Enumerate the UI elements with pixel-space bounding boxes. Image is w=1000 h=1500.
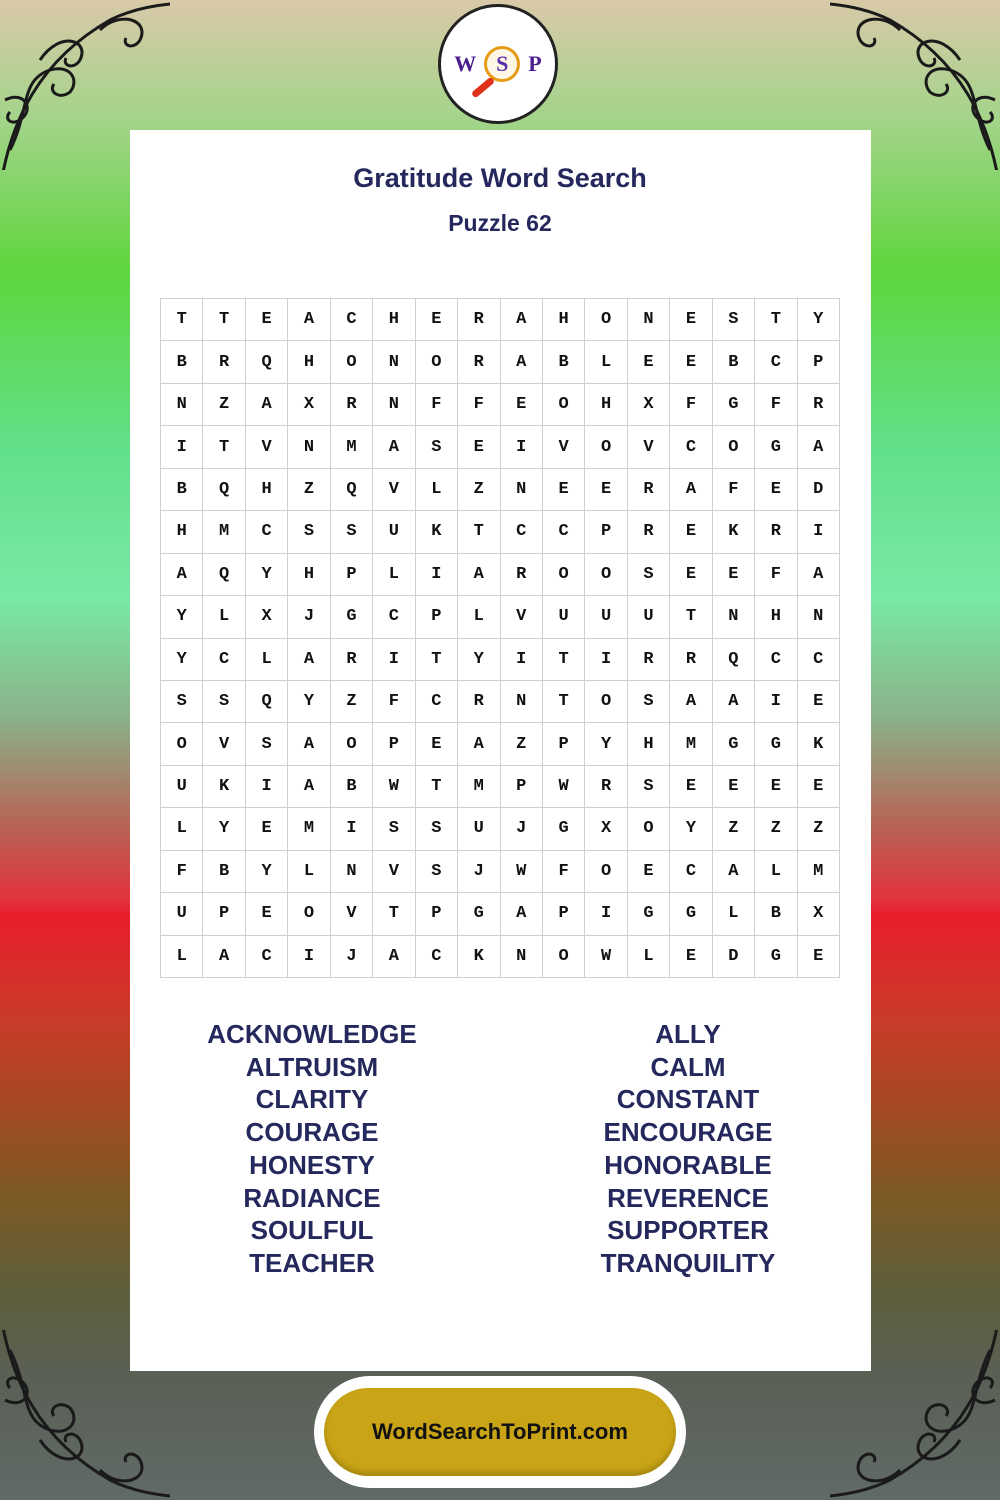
grid-cell: Q (713, 639, 755, 681)
grid-cell: N (288, 426, 330, 468)
grid-cell: P (585, 511, 627, 553)
grid-cell: E (755, 469, 797, 511)
logo-letter-p: P (528, 51, 542, 76)
grid-cell: I (755, 681, 797, 723)
grid-cell: H (585, 384, 627, 426)
grid-cell: Y (246, 851, 288, 893)
grid-cell: Z (713, 808, 755, 850)
grid-cell: V (246, 426, 288, 468)
grid-cell: L (161, 936, 203, 978)
grid-cell: R (203, 341, 245, 383)
grid-cell: T (543, 681, 585, 723)
grid-cell: Z (798, 808, 840, 850)
grid-cell: F (161, 851, 203, 893)
grid-cell: I (585, 639, 627, 681)
grid-cell: O (585, 426, 627, 468)
grid-cell: E (713, 766, 755, 808)
grid-cell: J (501, 808, 543, 850)
grid-cell: C (543, 511, 585, 553)
grid-cell: K (713, 511, 755, 553)
word-list-left (162, 1018, 462, 1280)
puzzle-number: Puzzle 62 (448, 210, 552, 236)
grid-cell: X (628, 384, 670, 426)
grid-cell: I (501, 426, 543, 468)
word-list-item: ALTRUISM (245, 1051, 379, 1082)
grid-cell: C (203, 639, 245, 681)
grid-cell: Y (458, 639, 500, 681)
grid-cell: V (501, 596, 543, 638)
grid-cell: N (161, 384, 203, 426)
word-list-item: ALLY (655, 1019, 721, 1049)
grid-cell: W (373, 766, 415, 808)
grid-cell: R (670, 639, 712, 681)
grid-cell: L (416, 469, 458, 511)
grid-cell: I (288, 936, 330, 978)
word-list-item: REVERENCE (607, 1182, 769, 1213)
grid-cell: C (246, 936, 288, 978)
grid-cell: X (246, 596, 288, 638)
grid-cell: S (288, 511, 330, 553)
grid-cell: G (755, 936, 797, 978)
grid-cell: S (416, 426, 458, 468)
grid-cell: P (331, 554, 373, 596)
grid-cell: Z (331, 681, 373, 723)
grid-cell: G (713, 384, 755, 426)
grid-cell: Y (161, 639, 203, 681)
grid-cell: M (798, 851, 840, 893)
grid-cell: R (458, 341, 500, 383)
grid-cell: A (713, 681, 755, 723)
grid-cell: A (501, 299, 543, 341)
grid-cell: C (755, 639, 797, 681)
grid-cell: H (543, 299, 585, 341)
grid-cell: R (628, 469, 670, 511)
grid-cell: B (161, 469, 203, 511)
grid-cell: V (373, 469, 415, 511)
grid-cell: M (331, 426, 373, 468)
grid-cell: C (670, 426, 712, 468)
grid-cell: I (416, 554, 458, 596)
grid-cell: H (288, 554, 330, 596)
grid-cell: E (713, 554, 755, 596)
grid-cell: F (713, 469, 755, 511)
grid-cell: C (798, 639, 840, 681)
grid-cell: F (755, 554, 797, 596)
grid-cell: B (203, 851, 245, 893)
grid-cell: B (161, 341, 203, 383)
grid-cell: E (246, 808, 288, 850)
grid-cell: T (670, 596, 712, 638)
grid-cell: H (246, 469, 288, 511)
grid-cell: S (416, 808, 458, 850)
grid-cell: G (543, 808, 585, 850)
grid-cell: O (628, 808, 670, 850)
grid-cell: L (755, 851, 797, 893)
grid-cell: P (373, 723, 415, 765)
grid-cell: T (373, 893, 415, 935)
word-list-item: TRANQUILITY (600, 1247, 776, 1278)
grid-cell: R (755, 511, 797, 553)
grid-cell: Y (246, 554, 288, 596)
word-list-item: SOULFUL (250, 1215, 374, 1246)
grid-cell: U (373, 511, 415, 553)
grid-cell: A (713, 851, 755, 893)
grid-cell: B (331, 766, 373, 808)
grid-cell: L (203, 596, 245, 638)
grid-cell: E (458, 426, 500, 468)
grid-cell: L (246, 639, 288, 681)
grid-cell: G (670, 893, 712, 935)
magnifier-handle (471, 76, 495, 98)
grid-cell: X (798, 893, 840, 935)
grid-cell: A (288, 299, 330, 341)
grid-cell: O (585, 851, 627, 893)
grid-cell: M (670, 723, 712, 765)
grid-cell: R (501, 554, 543, 596)
grid-cell: S (628, 554, 670, 596)
grid-cell: T (543, 639, 585, 681)
grid-cell: L (713, 893, 755, 935)
grid-cell: Y (288, 681, 330, 723)
grid-cell: E (501, 384, 543, 426)
grid-cell: U (628, 596, 670, 638)
grid-cell: K (458, 936, 500, 978)
word-list-item: SUPPORTER (607, 1215, 769, 1246)
grid-cell: Q (203, 469, 245, 511)
grid-cell: N (501, 681, 543, 723)
grid-cell: S (161, 681, 203, 723)
word-list-item: CALM (650, 1051, 726, 1082)
grid-cell: Y (585, 723, 627, 765)
grid-cell: D (713, 936, 755, 978)
grid-cell: S (373, 808, 415, 850)
grid-cell: O (585, 554, 627, 596)
grid-cell: F (755, 384, 797, 426)
grid-cell: Y (161, 596, 203, 638)
grid-cell: A (288, 639, 330, 681)
grid-cell: S (331, 511, 373, 553)
word-list-item: CLARITY (255, 1084, 369, 1115)
site-logo[interactable] (438, 4, 558, 124)
grid-cell: N (373, 384, 415, 426)
grid-cell: C (670, 851, 712, 893)
grid-cell: J (288, 596, 330, 638)
grid-cell: E (670, 766, 712, 808)
grid-cell: E (670, 511, 712, 553)
grid-cell: P (543, 723, 585, 765)
grid-cell: I (161, 426, 203, 468)
grid-cell: P (203, 893, 245, 935)
grid-cell: T (203, 426, 245, 468)
grid-cell: E (798, 766, 840, 808)
grid-cell: B (713, 341, 755, 383)
grid-cell: A (501, 341, 543, 383)
grid-cell: X (288, 384, 330, 426)
grid-cell: T (416, 766, 458, 808)
grid-cell: C (416, 681, 458, 723)
grid-cell: Y (798, 299, 840, 341)
grid-cell: H (161, 511, 203, 553)
grid-cell: S (628, 766, 670, 808)
letter-grid (160, 298, 840, 978)
grid-cell: A (373, 936, 415, 978)
grid-cell: M (203, 511, 245, 553)
grid-cell: E (416, 299, 458, 341)
grid-cell: A (288, 766, 330, 808)
grid-cell: E (670, 341, 712, 383)
grid-cell: I (585, 893, 627, 935)
grid-cell: T (755, 299, 797, 341)
grid-cell: V (628, 426, 670, 468)
grid-cell: L (373, 554, 415, 596)
grid-cell: O (543, 936, 585, 978)
grid-cell: M (288, 808, 330, 850)
grid-cell: E (755, 766, 797, 808)
word-list-right (538, 1018, 838, 1280)
grid-cell: T (416, 639, 458, 681)
word-list-item: CONSTANT (616, 1084, 760, 1115)
grid-cell: Z (458, 469, 500, 511)
grid-cell: C (373, 596, 415, 638)
grid-cell: P (543, 893, 585, 935)
grid-cell: N (373, 341, 415, 383)
grid-cell: R (458, 681, 500, 723)
word-list-item: RADIANCE (243, 1182, 381, 1213)
grid-cell: O (288, 893, 330, 935)
grid-cell: N (628, 299, 670, 341)
grid-cell: E (246, 299, 288, 341)
grid-cell: V (203, 723, 245, 765)
grid-cell: E (416, 723, 458, 765)
grid-cell: F (543, 851, 585, 893)
word-list-item: TEACHER (249, 1247, 375, 1278)
grid-cell: W (501, 851, 543, 893)
grid-cell: O (331, 723, 373, 765)
grid-cell: C (416, 936, 458, 978)
grid-cell: N (501, 936, 543, 978)
grid-cell: G (458, 893, 500, 935)
grid-cell: F (373, 681, 415, 723)
grid-cell: L (628, 936, 670, 978)
grid-cell: O (543, 384, 585, 426)
grid-cell: I (373, 639, 415, 681)
grid-cell: I (798, 511, 840, 553)
grid-cell: K (203, 766, 245, 808)
grid-cell: M (458, 766, 500, 808)
grid-cell: L (585, 341, 627, 383)
grid-cell: L (288, 851, 330, 893)
grid-cell: S (203, 681, 245, 723)
grid-cell: U (161, 893, 203, 935)
grid-cell: I (246, 766, 288, 808)
grid-cell: E (585, 469, 627, 511)
grid-cell: S (416, 851, 458, 893)
grid-cell: Y (670, 808, 712, 850)
logo-letter-s: S (496, 51, 509, 76)
grid-cell: O (543, 554, 585, 596)
grid-cell: K (416, 511, 458, 553)
grid-cell: A (373, 426, 415, 468)
grid-cell: Q (246, 341, 288, 383)
grid-cell: A (246, 384, 288, 426)
grid-cell: S (246, 723, 288, 765)
grid-cell: P (501, 766, 543, 808)
grid-cell: E (798, 936, 840, 978)
grid-cell: W (543, 766, 585, 808)
grid-cell: O (585, 681, 627, 723)
grid-cell: E (628, 851, 670, 893)
grid-cell: N (501, 469, 543, 511)
grid-cell: D (798, 469, 840, 511)
grid-cell: H (628, 723, 670, 765)
grid-cell: U (585, 596, 627, 638)
grid-cell: A (458, 554, 500, 596)
grid-cell: H (373, 299, 415, 341)
grid-cell: C (246, 511, 288, 553)
grid-cell: P (416, 596, 458, 638)
word-list-item: HONESTY (249, 1149, 375, 1180)
grid-cell: A (501, 893, 543, 935)
grid-cell: G (331, 596, 373, 638)
grid-cell: C (501, 511, 543, 553)
grid-cell: R (628, 511, 670, 553)
grid-cell: N (331, 851, 373, 893)
word-list-item: ENCOURAGE (603, 1117, 773, 1148)
grid-cell: A (161, 554, 203, 596)
grid-cell: Z (755, 808, 797, 850)
grid-cell: O (713, 426, 755, 468)
grid-cell: R (458, 299, 500, 341)
grid-cell: O (585, 299, 627, 341)
grid-cell: R (798, 384, 840, 426)
grid-cell: G (713, 723, 755, 765)
grid-cell: R (331, 639, 373, 681)
grid-cell: C (331, 299, 373, 341)
logo-letters (454, 46, 541, 82)
grid-cell: F (670, 384, 712, 426)
grid-cell: T (458, 511, 500, 553)
grid-cell: I (501, 639, 543, 681)
grid-cell: W (585, 936, 627, 978)
grid-cell: Q (203, 554, 245, 596)
grid-cell: O (331, 341, 373, 383)
logo-letter-w: W (454, 51, 477, 76)
grid-cell: S (713, 299, 755, 341)
grid-cell: E (246, 893, 288, 935)
word-list-item: HONORABLE (604, 1149, 772, 1180)
grid-cell: P (416, 893, 458, 935)
grid-cell: L (458, 596, 500, 638)
grid-cell: K (798, 723, 840, 765)
grid-cell: A (798, 554, 840, 596)
grid-cell: S (628, 681, 670, 723)
grid-cell: B (543, 341, 585, 383)
grid-cell: X (585, 808, 627, 850)
grid-cell: G (755, 426, 797, 468)
grid-cell: E (628, 341, 670, 383)
grid-cell: Q (246, 681, 288, 723)
grid-cell: V (331, 893, 373, 935)
grid-cell: A (670, 681, 712, 723)
grid-cell: O (161, 723, 203, 765)
grid-cell: P (798, 341, 840, 383)
grid-cell: N (798, 596, 840, 638)
grid-cell: H (755, 596, 797, 638)
word-list-item: ACKNOWLEDGE (207, 1019, 417, 1049)
grid-cell: L (161, 808, 203, 850)
grid-cell: J (331, 936, 373, 978)
grid-cell: R (628, 639, 670, 681)
grid-cell: O (416, 341, 458, 383)
grid-cell: A (203, 936, 245, 978)
site-link-button[interactable]: WordSearchToPrint.com (324, 1388, 676, 1476)
grid-cell: Z (288, 469, 330, 511)
grid-cell: H (288, 341, 330, 383)
grid-cell: U (543, 596, 585, 638)
grid-cell: Z (501, 723, 543, 765)
grid-cell: E (670, 554, 712, 596)
grid-cell: Z (203, 384, 245, 426)
grid-cell: B (755, 893, 797, 935)
grid-cell: E (670, 936, 712, 978)
grid-cell: V (373, 851, 415, 893)
grid-cell: A (798, 426, 840, 468)
grid-cell: U (161, 766, 203, 808)
grid-cell: A (458, 723, 500, 765)
grid-cell: Y (203, 808, 245, 850)
grid-cell: G (628, 893, 670, 935)
word-list-item: COURAGE (245, 1117, 379, 1148)
grid-cell: T (161, 299, 203, 341)
grid-cell: E (670, 299, 712, 341)
grid-cell: Q (331, 469, 373, 511)
grid-cell: F (458, 384, 500, 426)
grid-cell: T (203, 299, 245, 341)
grid-cell: U (458, 808, 500, 850)
grid-cell: J (458, 851, 500, 893)
grid-cell: V (543, 426, 585, 468)
grid-cell: A (670, 469, 712, 511)
grid-cell: N (713, 596, 755, 638)
page-title: Gratitude Word Search (353, 163, 647, 193)
grid-cell: I (331, 808, 373, 850)
grid-cell: A (288, 723, 330, 765)
grid-cell: E (543, 469, 585, 511)
grid-cell: R (585, 766, 627, 808)
grid-cell: C (755, 341, 797, 383)
grid-cell: G (755, 723, 797, 765)
grid-cell: F (416, 384, 458, 426)
grid-cell: E (798, 681, 840, 723)
grid-cell: R (331, 384, 373, 426)
